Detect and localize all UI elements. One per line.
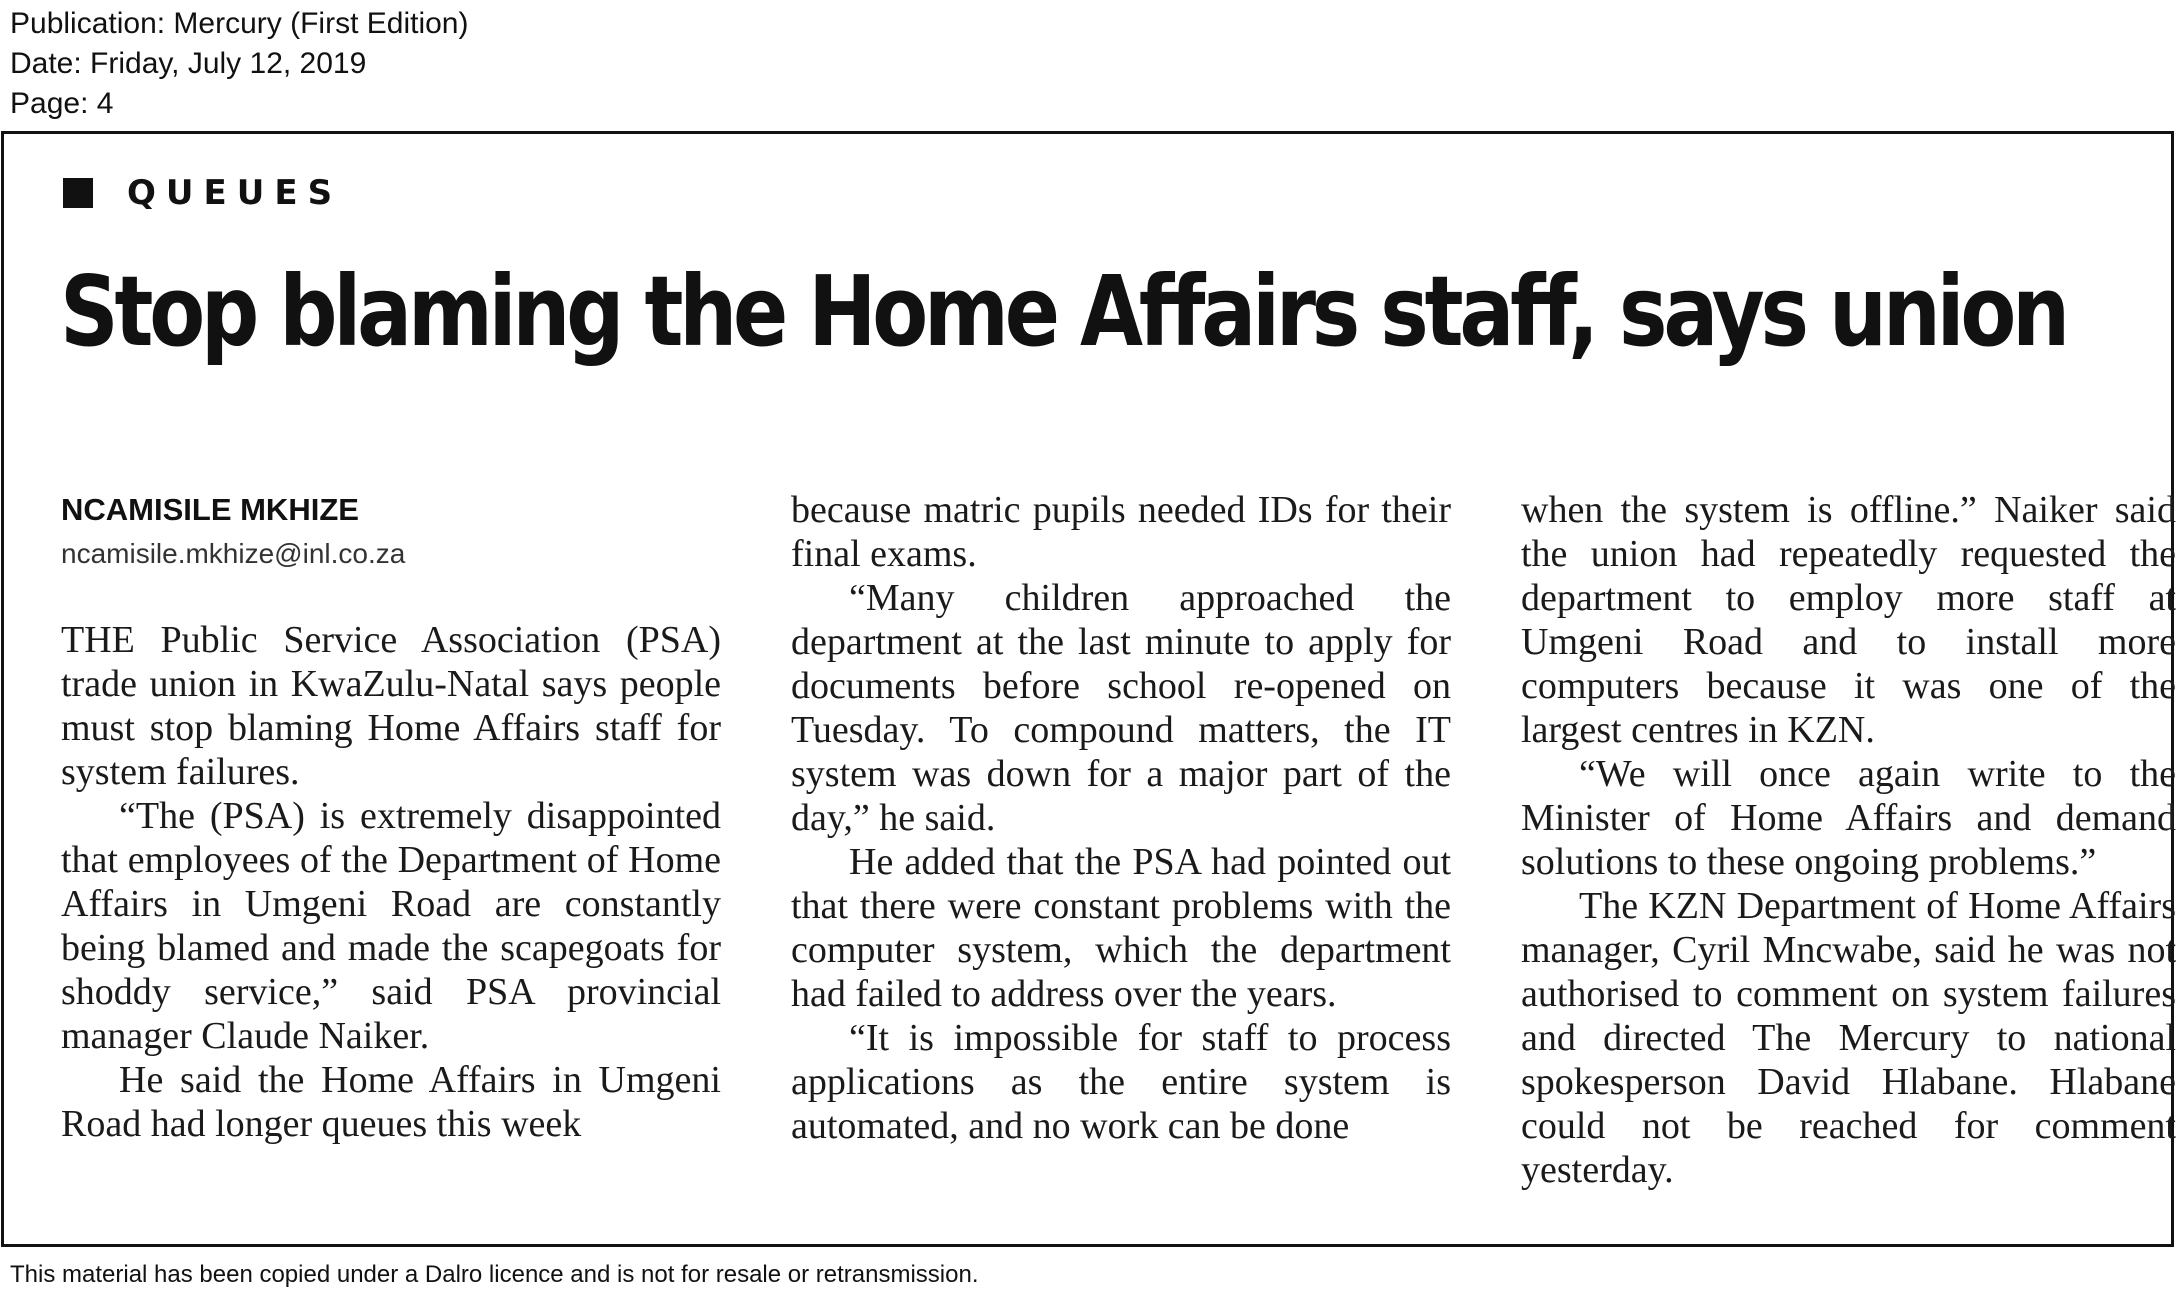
article-paragraph: “We will once again write to the Minister of Home Affairs and demand solutions to these ongoing problems.” — [1521, 753, 2176, 883]
square-bullet-icon — [63, 178, 93, 208]
page-number: Page: 4 — [10, 87, 114, 120]
copyright-notice: This material has been copied under a Dalro licence and is not for resale or retransmission. — [10, 1261, 979, 1288]
article-column-1 — [61, 488, 721, 1146]
publication-date: Date: Friday, July 12, 2019 — [10, 47, 367, 80]
kicker-label: QUEUES — [127, 173, 343, 213]
publication-label: Publication: Mercury (First Edition) — [10, 7, 469, 40]
article-paragraph: when the system is offline.” Naiker said the union had repeatedly requested the department to employ more staff at Umgeni Road and to install more computers because it was one of the largest centres in KZN. — [1521, 489, 2176, 751]
article-column-3 — [1521, 488, 2176, 1192]
article-paragraph: He said the Home Affairs in Umgeni Road had longer queues this week — [61, 1059, 721, 1145]
article-paragraph: The KZN Department of Home Affairs manager, Cyril Mncwabe, said he was not authorised to comment on system failures and directed The Mercury to national spokesperson David Hlabane. Hlabane could not be reached for comment yesterday. — [1521, 885, 2176, 1191]
article-paragraph: “The (PSA) is extremely disappointed that employees of the Department of Home Affairs in Umgeni Road are constantly being blamed and made the scapegoats for shoddy service,” said PSA provincial manager Claude Naiker. — [61, 795, 721, 1057]
article-paragraph: “Many children approached the department at the last minute to apply for documents before school re-opened on Tuesday. To compound matters, the IT system was down for a major part of the day,” he said. — [791, 577, 1451, 839]
article-paragraph: THE Public Service Association (PSA) trade union in KwaZulu-Natal says people must stop blaming Home Affairs staff for system failures. — [61, 619, 721, 793]
byline: NCAMISILE MKHIZE — [61, 492, 359, 527]
section-kicker — [63, 173, 342, 213]
author-email: ncamisile.mkhize@inl.co.za — [61, 538, 406, 569]
article-paragraph: He added that the PSA had pointed out that there were constant problems with the computer system, which the department had failed to address over the years. — [791, 841, 1451, 1015]
article-column-2 — [791, 488, 1451, 1148]
headline: Stop blaming the Home Affairs staff, says union — [60, 255, 2066, 368]
article-paragraph: “It is impossible for staff to process applications as the entire system is automated, and no work can be done — [791, 1017, 1451, 1147]
article-paragraph: because matric pupils needed IDs for their final exams. — [791, 489, 1451, 575]
